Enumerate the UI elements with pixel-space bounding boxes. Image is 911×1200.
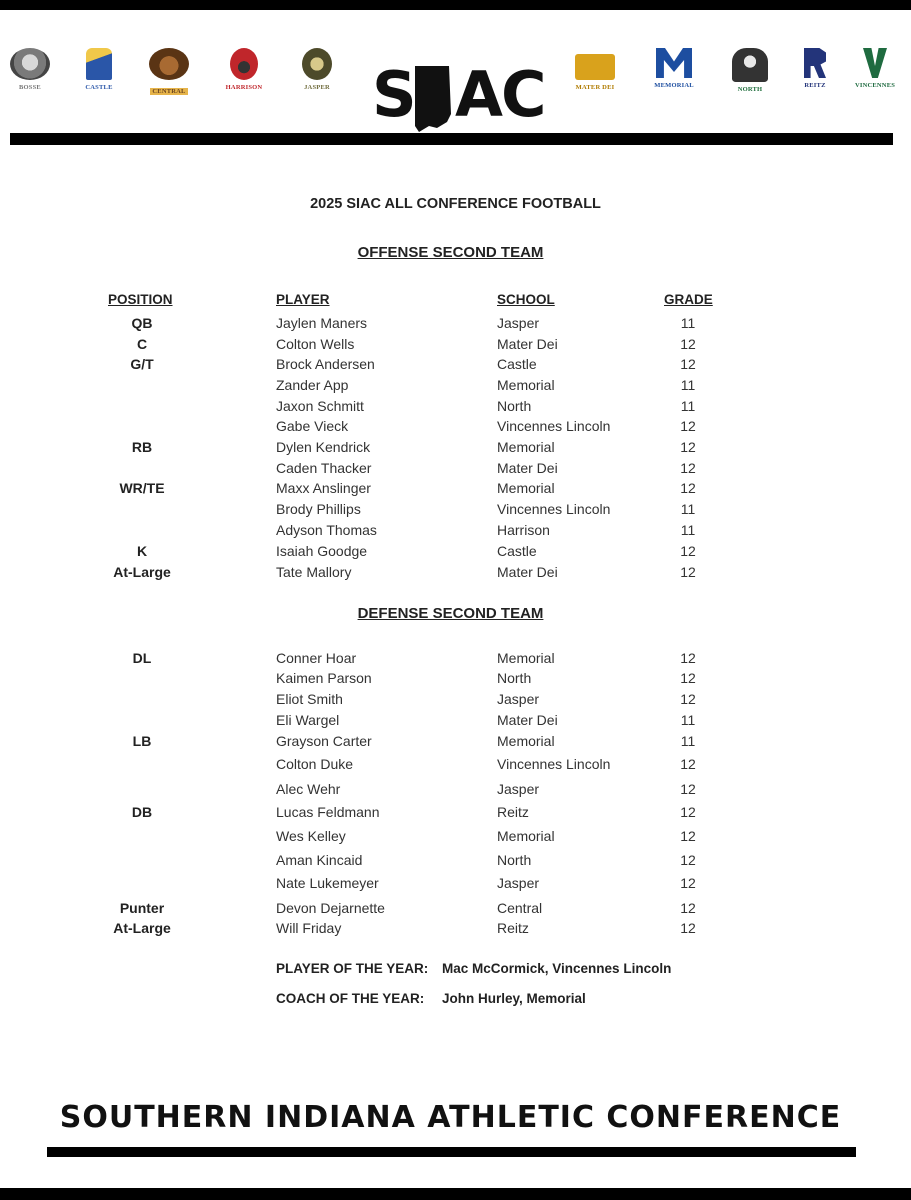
grade-cell: 11: [680, 398, 696, 414]
grade-cell: 12: [680, 543, 696, 559]
grade-cell: 12: [680, 691, 696, 707]
grade-cell: 12: [680, 650, 696, 666]
player-cell: Colton Wells: [276, 336, 355, 352]
offense-heading: OFFENSE SECOND TEAM: [357, 244, 544, 261]
logo-reitz: REITZ: [786, 48, 844, 89]
grade-cell: 12: [680, 804, 696, 820]
m-letter-icon: [656, 48, 692, 78]
r-letter-icon: [804, 48, 826, 78]
position-cell: Punter: [119, 900, 165, 916]
table-row: [0, 754, 911, 774]
player-cell: Jaylen Maners: [276, 315, 368, 331]
column-header-grade: GRADE: [664, 292, 713, 307]
grade-cell: 11: [680, 522, 696, 538]
grade-cell: 12: [680, 852, 696, 868]
school-cell: North: [497, 852, 532, 868]
school-cell: Jasper: [497, 781, 540, 797]
grade-cell: 12: [680, 480, 696, 496]
column-header-position: POSITION: [108, 292, 173, 307]
table-row: [0, 689, 911, 709]
school-cell: Reitz: [497, 804, 529, 820]
school-cell: Jasper: [497, 691, 540, 707]
table-row: [0, 499, 911, 519]
player-cell: Grayson Carter: [276, 733, 372, 749]
table-row: [0, 520, 911, 540]
bulldog-icon: [10, 48, 50, 80]
table-row: [0, 850, 911, 870]
logo-vincennes: VINCENNES: [846, 48, 904, 89]
player-cell: Alec Wehr: [276, 781, 341, 797]
grade-cell: 11: [680, 712, 696, 728]
player-cell: Devon Dejarnette: [276, 900, 385, 916]
defense-heading: DEFENSE SECOND TEAM: [357, 605, 544, 622]
school-cell: Memorial: [497, 377, 555, 393]
table-row: [0, 313, 911, 333]
school-logos-bar: [0, 30, 911, 131]
table-row: [0, 668, 911, 688]
table-row: [0, 779, 911, 799]
bottom-frame-bar: [0, 1188, 911, 1200]
school-cell: Harrison: [497, 522, 550, 538]
position-cell: RB: [131, 439, 153, 455]
player-cell: Zander App: [276, 377, 349, 393]
v-letter-icon: [863, 48, 887, 78]
player-cell: Isaiah Goodge: [276, 543, 368, 559]
player-cell: Will Friday: [276, 920, 342, 936]
player-cell: Nate Lukemeyer: [276, 875, 379, 891]
school-cell: Memorial: [497, 733, 555, 749]
indiana-state-shape-icon: [413, 66, 455, 132]
logo-bosse: BOSSE: [1, 48, 59, 91]
grade-cell: 12: [680, 756, 696, 772]
position-cell: At-Large: [113, 920, 171, 936]
grade-cell: 12: [680, 781, 696, 797]
logo-north: NORTH: [721, 48, 779, 93]
logo-jasper: JASPER: [288, 48, 346, 91]
column-header-school: SCHOOL: [497, 292, 555, 307]
grade-cell: 12: [680, 564, 696, 580]
table-row: [0, 710, 911, 730]
school-cell: Mater Dei: [497, 712, 558, 728]
school-cell: Mater Dei: [497, 564, 558, 580]
grade-cell: 12: [680, 828, 696, 844]
award-label: COACH OF THE YEAR:: [276, 991, 425, 1006]
player-of-the-year: [276, 961, 671, 976]
table-row: [0, 898, 911, 918]
grade-cell: 11: [680, 733, 696, 749]
grade-cell: 12: [680, 418, 696, 434]
player-cell: Eli Wargel: [276, 712, 340, 728]
position-cell: G/T: [130, 356, 154, 372]
table-row: [0, 731, 911, 751]
grade-cell: 12: [680, 356, 696, 372]
player-cell: Lucas Feldmann: [276, 804, 380, 820]
logo-central: CENTRAL: [140, 48, 198, 98]
player-cell: Maxx Anslinger: [276, 480, 371, 496]
player-cell: Dylen Kendrick: [276, 439, 371, 455]
md-monogram-icon: [575, 54, 615, 80]
husky-icon: [732, 48, 768, 82]
award-value: Mac McCormick, Vincennes Lincoln: [442, 961, 672, 976]
table-row: [0, 873, 911, 893]
school-cell: North: [497, 670, 532, 686]
coach-of-the-year: [276, 991, 586, 1006]
school-cell: Memorial: [497, 828, 555, 844]
logo-memorial: MEMORIAL: [645, 48, 703, 89]
table-row: [0, 562, 911, 582]
player-cell: Caden Thacker: [276, 460, 372, 476]
grade-cell: 12: [680, 920, 696, 936]
player-cell: Aman Kincaid: [276, 852, 363, 868]
school-cell: Vincennes Lincoln: [497, 501, 611, 517]
table-row: [0, 396, 911, 416]
grade-cell: 12: [680, 439, 696, 455]
school-cell: Castle: [497, 543, 537, 559]
grade-cell: 11: [680, 377, 696, 393]
position-cell: DL: [132, 650, 152, 666]
position-cell: LB: [132, 733, 152, 749]
player-cell: Kaimen Parson: [276, 670, 372, 686]
table-row: [0, 826, 911, 846]
top-frame-bar: [0, 0, 911, 10]
school-cell: Vincennes Lincoln: [497, 756, 611, 772]
conference-name-footer: SOUTHERN INDIANA ATHLETIC CONFERENCE: [59, 1100, 842, 1135]
player-cell: Brody Phillips: [276, 501, 361, 517]
grade-cell: 12: [680, 670, 696, 686]
grade-cell: 12: [680, 875, 696, 891]
grade-cell: 12: [680, 460, 696, 476]
logo-harrison: HARRISON: [215, 48, 273, 91]
position-cell: At-Large: [113, 564, 171, 580]
school-cell: Reitz: [497, 920, 529, 936]
table-row: [0, 478, 911, 498]
school-cell: North: [497, 398, 532, 414]
position-cell: K: [136, 543, 148, 559]
player-cell: Colton Duke: [276, 756, 354, 772]
grade-cell: 11: [680, 315, 696, 331]
position-cell: WR/TE: [119, 480, 165, 496]
player-cell: Wes Kelley: [276, 828, 346, 844]
school-cell: Mater Dei: [497, 336, 558, 352]
position-cell: DB: [131, 804, 153, 820]
player-cell: Brock Andersen: [276, 356, 375, 372]
school-cell: Central: [497, 900, 543, 916]
player-cell: Tate Mallory: [276, 564, 352, 580]
footer-divider: [47, 1147, 856, 1157]
table-row: [0, 648, 911, 668]
table-row: [0, 354, 911, 374]
document-title: 2025 SIAC ALL CONFERENCE FOOTBALL: [310, 196, 601, 212]
school-cell: Memorial: [497, 439, 555, 455]
table-row: [0, 334, 911, 354]
table-row: [0, 416, 911, 436]
school-cell: Vincennes Lincoln: [497, 418, 611, 434]
player-cell: Gabe Vieck: [276, 418, 349, 434]
table-row: [0, 918, 911, 938]
school-cell: Castle: [497, 356, 537, 372]
player-cell: Jaxon Schmitt: [276, 398, 364, 414]
column-header-player: PLAYER: [276, 292, 330, 307]
school-cell: Jasper: [497, 875, 540, 891]
player-cell: Eliot Smith: [276, 691, 343, 707]
table-row: [0, 375, 911, 395]
school-cell: Jasper: [497, 315, 540, 331]
table-row: [0, 458, 911, 478]
table-row: [0, 437, 911, 457]
school-cell: Memorial: [497, 650, 555, 666]
grade-cell: 12: [680, 900, 696, 916]
award-value: John Hurley, Memorial: [442, 991, 586, 1006]
knight-icon: [86, 48, 112, 80]
school-cell: Mater Dei: [497, 460, 558, 476]
table-row: [0, 802, 911, 822]
player-cell: Conner Hoar: [276, 650, 357, 666]
player-cell: Adyson Thomas: [276, 522, 377, 538]
award-label: PLAYER OF THE YEAR:: [276, 961, 429, 976]
grade-cell: 11: [680, 501, 696, 517]
bear-icon: [149, 48, 189, 80]
logo-castle: CASTLE: [70, 48, 128, 91]
position-cell: C: [136, 336, 148, 352]
logo-mater-dei: MATER DEI: [566, 48, 624, 91]
school-cell: Memorial: [497, 480, 555, 496]
wildcat-icon: [302, 48, 332, 80]
siac-conference-logo: S AC: [372, 58, 545, 131]
table-row: [0, 541, 911, 561]
warrior-icon: [230, 48, 258, 80]
grade-cell: 12: [680, 336, 696, 352]
position-cell: QB: [131, 315, 153, 331]
header-divider: [10, 133, 893, 145]
